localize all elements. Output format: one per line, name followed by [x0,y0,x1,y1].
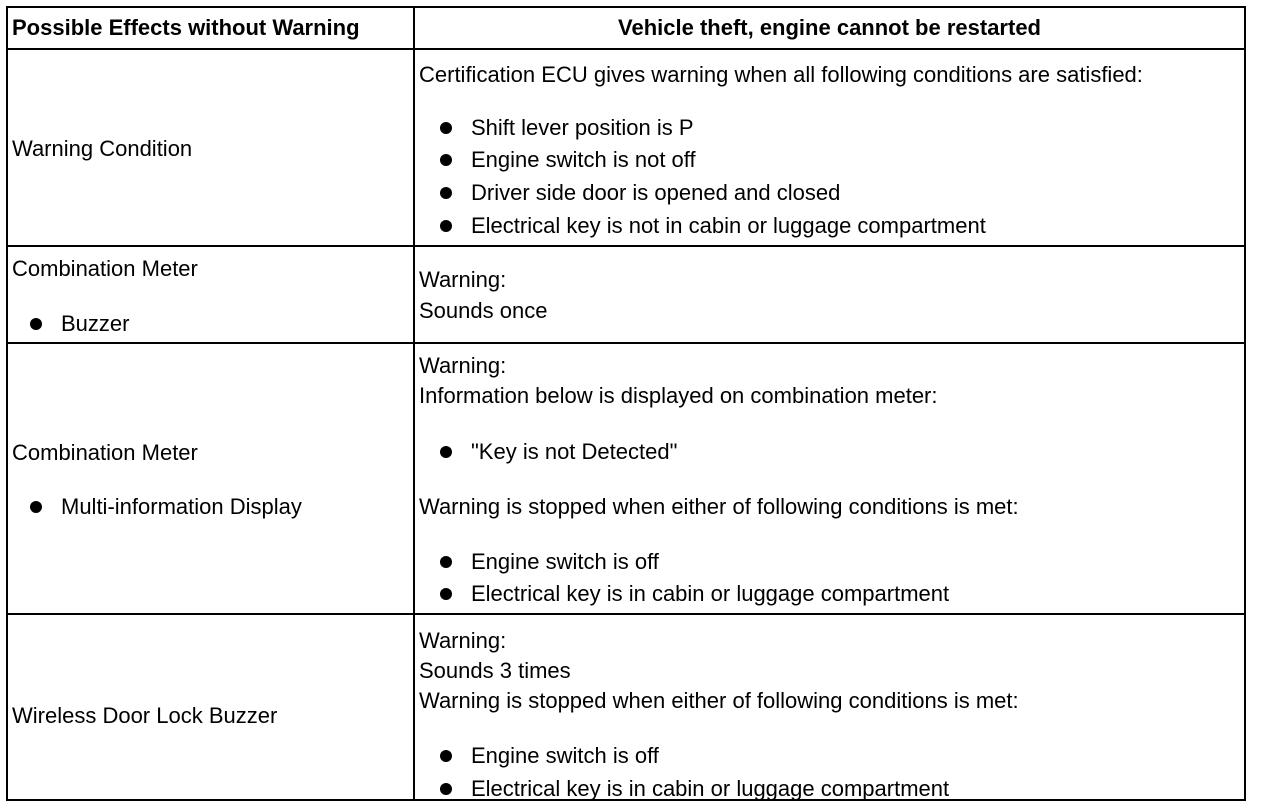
row-text: Warning is stopped when either of following conditions is met: [419,688,1019,713]
row-text: Sounds once [419,298,548,323]
bullet-icon [440,783,452,795]
row-text: Warning is stopped when either of following conditions is met: [419,494,1019,519]
row-content-cell [413,247,1244,342]
row-label: Wireless Door Lock Buzzer [12,703,278,728]
bullet-icon [440,446,452,458]
header-cell-theft [413,8,1244,48]
bullet-icon [440,154,452,166]
row-label: Warning Condition [12,136,193,161]
row-label-cell [8,615,413,799]
bullet-icon [440,556,452,568]
table-row [8,613,1244,799]
row-label-cell [8,50,413,245]
row-label-cell: Combination Meter Buzzer [12,256,198,336]
row-content-cell: Warning: Information below is displayed on combination meter: "Key is not Detected" Warning is stopped when either of following conditions is met: Engine switch is off Electrical key is in cabin or luggage compartment [413,344,1244,613]
header-effects-label: Possible Effects without Warning [12,15,360,40]
bullet-icon [440,122,452,134]
table-row [8,245,1244,342]
bullet-icon [30,501,42,513]
row-content-cell: Warning: Sounds 3 times Warning is stopped when either of following conditions is met: Engine switch is off Electrical key is in cabin or luggage compartment [413,615,1244,799]
row-label: Combination Meter [12,440,198,465]
header-cell-effects [8,8,413,48]
table-row [8,342,1244,613]
table-row [8,48,1244,245]
row-text: Warning: [419,353,507,378]
row-label: Combination Meter [12,256,198,281]
row-text: Warning: [419,628,507,653]
bullet-icon [440,187,452,199]
bullet-icon [440,220,452,232]
bullet-icon [30,318,42,330]
row-text: Information below is displayed on combination meter: [419,383,938,408]
row-content-cell: Certification ECU gives warning when all following conditions are satisfied: Shift lever position is P Engine switch is not off Driver side door is opened and closed Electrical key is not in cabin or luggage compartment [413,50,1244,245]
bullet-icon [440,588,452,600]
row-text: Sounds 3 times [419,658,571,683]
row-text: Certification ECU gives warning when all following conditions are satisfied: [419,62,1143,87]
table-header-row [8,8,1244,48]
row-text: Warning: [419,267,507,292]
warning-table [6,6,1246,801]
header-theft-label: Vehicle theft, engine cannot be restarted [618,15,1041,40]
row-label-cell: Combination Meter Multi-information Display [12,440,302,519]
bullet-icon [440,750,452,762]
